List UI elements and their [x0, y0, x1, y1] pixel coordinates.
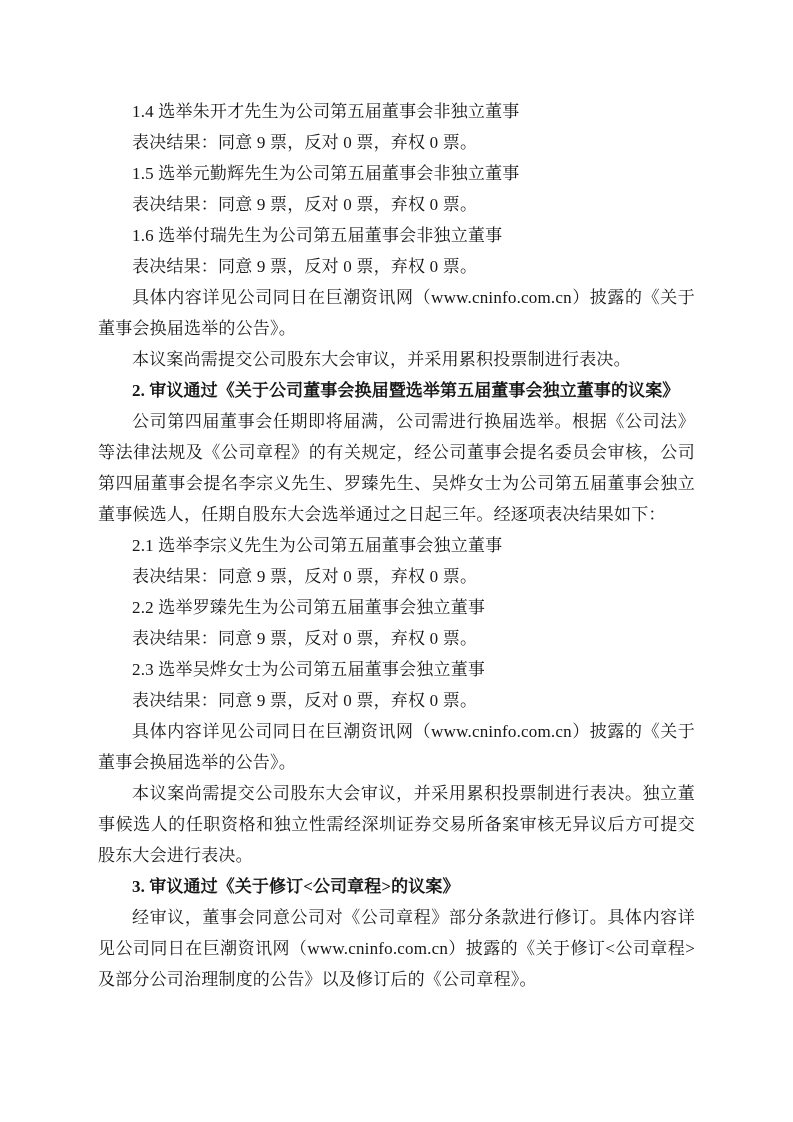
- paragraph: 表决结果：同意 9 票，反对 0 票，弃权 0 票。: [132, 691, 478, 710]
- section-heading: 2. 审议通过《关于公司董事会换届暨选举第五届董事会独立董事的议案》: [132, 381, 680, 400]
- paragraph: 具体内容详见公司同日在巨潮资讯网（www.cninfo.com.cn）披露的《关于董事会换届选举的公告》。: [98, 722, 695, 772]
- paragraph: 本议案尚需提交公司股东大会审议，并采用累积投票制进行表决。独立董事候选人的任职资格和独立性需经深圳证券交易所备案审核无异议后方可提交股东大会进行表决。: [98, 784, 695, 865]
- paragraph: 本议案尚需提交公司股东大会审议，并采用累积投票制进行表决。: [132, 350, 631, 369]
- paragraph: 1.4 选举朱开才先生为公司第五届董事会非独立董事: [132, 102, 520, 121]
- paragraph: 2.3 选举吴烨女士为公司第五届董事会独立董事: [132, 660, 486, 679]
- paragraph: 公司第四届董事会任期即将届满，公司需进行换届选举。根据《公司法》等法律法规及《公司章程》的有关规定，经公司董事会提名委员会审核，公司第四届董事会提名李宗义先生、罗臻先生、吴烨女士为公司第五届董事会独立董事候选人，任期自股东大会选举通过之日起三年。经逐项表决结果如下：: [98, 412, 695, 524]
- paragraph: 表决结果：同意 9 票，反对 0 票，弃权 0 票。: [132, 567, 478, 586]
- paragraph: 具体内容详见公司同日在巨潮资讯网（www.cninfo.com.cn）披露的《关于董事会换届选举的公告》。: [98, 288, 695, 338]
- section-heading: 3. 审议通过《关于修订<公司章程>的议案》: [132, 877, 460, 896]
- paragraph: 1.5 选举元勤辉先生为公司第五届董事会非独立董事: [132, 164, 520, 183]
- paragraph: 表决结果：同意 9 票，反对 0 票，弃权 0 票。: [132, 257, 478, 276]
- paragraph: 表决结果：同意 9 票，反对 0 票，弃权 0 票。: [132, 195, 478, 214]
- paragraph: 表决结果：同意 9 票，反对 0 票，弃权 0 票。: [132, 133, 478, 152]
- paragraph: 2.1 选举李宗义先生为公司第五届董事会独立董事: [132, 536, 503, 555]
- paragraph: 表决结果：同意 9 票，反对 0 票，弃权 0 票。: [132, 629, 478, 648]
- paragraph: 1.6 选举付瑞先生为公司第五届董事会非独立董事: [132, 226, 503, 245]
- paragraph: 经审议，董事会同意公司对《公司章程》部分条款进行修订。具体内容详见公司同日在巨潮资讯网（www.cninfo.com.cn）披露的《关于修订<公司章程>及部分公司治理制度的公告》以及修订后的《公司章程》。: [98, 908, 695, 989]
- document-content: [98, 96, 695, 995]
- paragraph: 2.2 选举罗臻先生为公司第五届董事会独立董事: [132, 598, 486, 617]
